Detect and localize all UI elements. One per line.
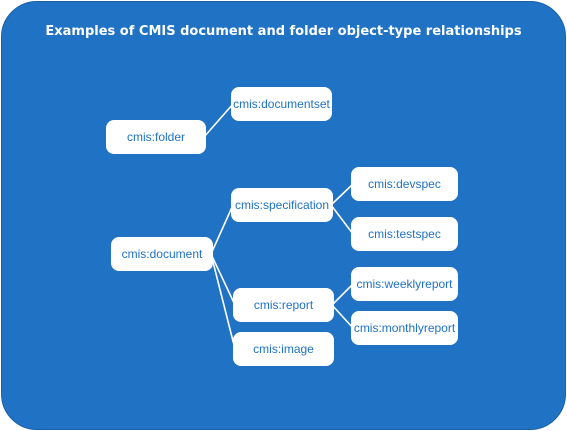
connector-specification-testspec (331, 205, 353, 234)
node-cmis-testspec: cmis:testspec (351, 217, 458, 251)
node-cmis-monthlyreport: cmis:monthlyreport (351, 311, 458, 345)
connector-document-image (211, 254, 235, 349)
connector-folder-documentset (204, 104, 233, 137)
connector-report-monthlyreport (332, 305, 353, 328)
diagram-panel (1, 1, 566, 430)
node-cmis-folder: cmis:folder (106, 120, 206, 154)
node-cmis-documentset: cmis:documentset (231, 87, 332, 121)
node-cmis-weeklyreport: cmis:weeklyreport (351, 267, 458, 301)
node-cmis-devspec: cmis:devspec (351, 167, 458, 201)
connector-document-specification (211, 205, 233, 254)
connector-report-weeklyreport (332, 284, 353, 305)
node-cmis-specification: cmis:specification (231, 188, 333, 222)
node-cmis-document: cmis:document (111, 237, 213, 271)
diagram-title: Examples of CMIS document and folder object-type relationships (45, 24, 522, 39)
node-cmis-image: cmis:image (233, 332, 334, 366)
connector-document-report (211, 254, 235, 305)
connector-specification-devspec (331, 184, 353, 205)
node-cmis-report: cmis:report (233, 288, 334, 322)
